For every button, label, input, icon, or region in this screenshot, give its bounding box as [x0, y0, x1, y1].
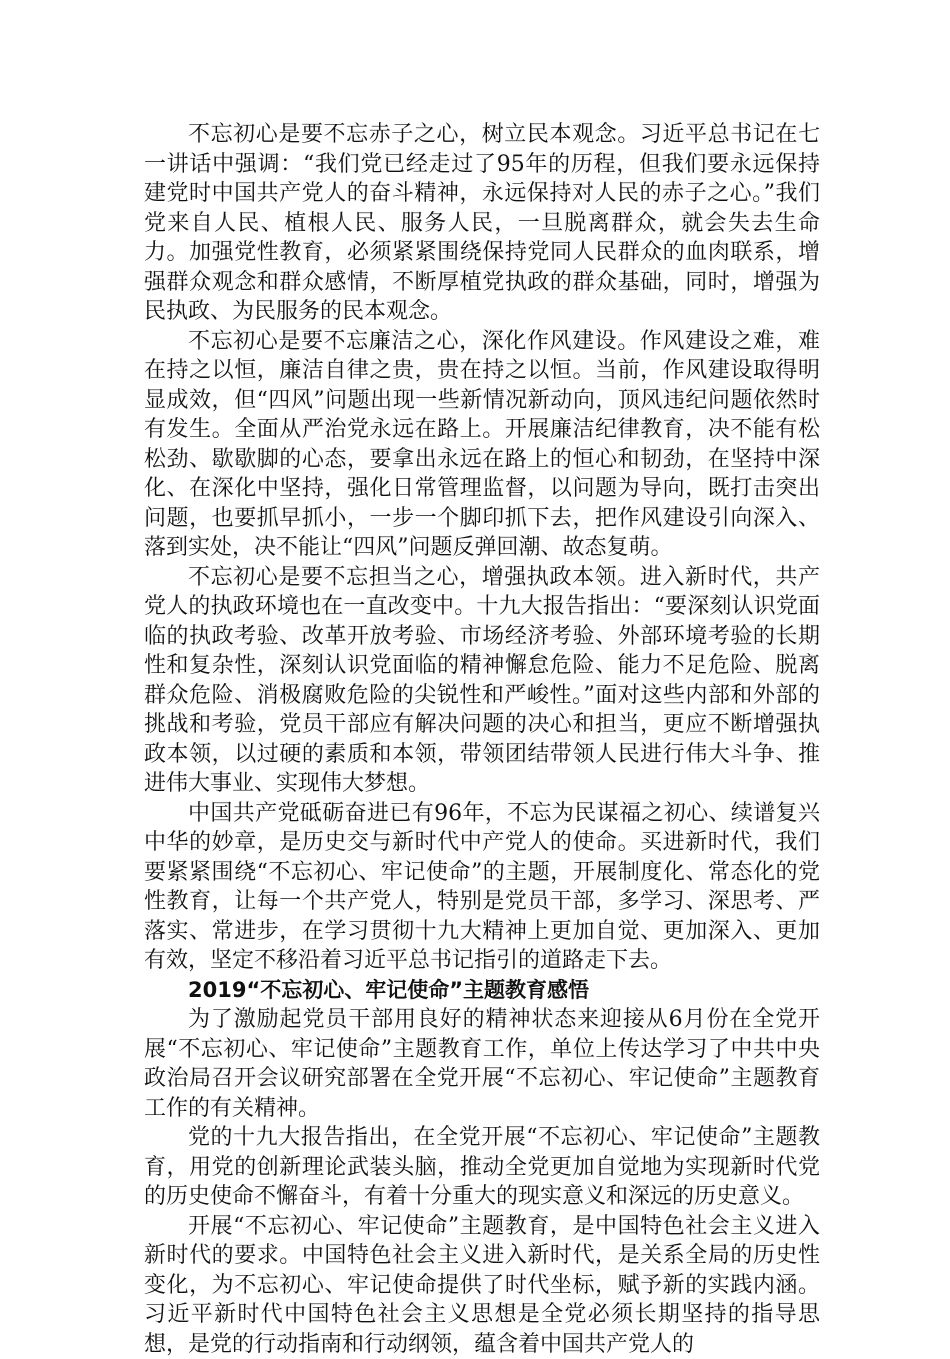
paragraph-mission: 中国共产党砥砺奋进已有96年，不忘为民谋福之初心、续谱复兴中华的妙章，是历史交与新时代中产党人的使命。买进新时代，我们要紧紧围绕“不忘初心、牢记使命”的主题，开展制度化、常态化的党性教育，让每一个共产党人，特别是党员干部，多学习、深思考、严落实、常进步，在学习贯彻十九大精神上更加自觉、更加深入、更加有效，坚定不移沿着习近平总书记指引的道路走下去。 [144, 799, 820, 976]
paragraph-new-era: 开展“不忘初心、牢记使命”主题教育，是中国特色社会主义进入新时代的要求。中国特色社会主义进入新时代，是关系全局的历史性变化，为不忘初心、牢记使命提供了时代坐标，赋予新的实践内涵。习近平新时代中国特色社会主义思想是全党必须长期坚持的指导思想，是党的行动指南和行动纲领，蕴含着中国共产党人的 [144, 1212, 820, 1359]
paragraph-education-start: 为了激励起党员干部用良好的精神状态来迎接从6月份在全党开展“不忘初心、牢记使命”主题教育工作，单位上传达学习了中共中央政治局召开会议研究部署在全党开展“不忘初心、牢记使命”主题教育工作的有关精神。 [144, 1005, 820, 1123]
document-page [144, 120, 820, 1359]
section-heading: 2019“不忘初心、牢记使命”主题教育感悟 [144, 976, 820, 1006]
paragraph-responsibility: 不忘初心是要不忘担当之心，增强执政本领。进入新时代，共产党人的执政环境也在一直改变中。十九大报告指出：“要深刻认识党面临的执政考验、改革开放考验、市场经济考验、外部环境考验的长期性和复杂性，深刻认识党面临的精神懈怠危险、能力不足危险、脱离群众危险、消极腐败危险的尖锐性和严峻性。”面对这些内部和外部的挑战和考验，党员干部应有解决问题的决心和担当，更应不断增强执政本领，以过硬的素质和本领，带领团结带领人民进行伟大斗争、推进伟大事业、实现伟大梦想。 [144, 563, 820, 799]
paragraph-integrity: 不忘初心是要不忘廉洁之心，深化作风建设。作风建设之难，难在持之以恒，廉洁自律之贵，贵在持之以恒。当前，作风建设取得明显成效，但“四风”问题出现一些新情况新动向，顶风违纪问题依然时有发生。全面从严治党永远在路上。开展廉洁纪律教育，决不能有松松劲、歇歇脚的心态，要拿出永远在路上的恒心和韧劲，在坚持中深化、在深化中坚持，强化日常管理监督，以问题为导向，既打击突出问题，也要抓早抓小，一步一个脚印抓下去，把作风建设引向深入、落到实处，决不能让“四风”问题反弹回潮、故态复萌。 [144, 327, 820, 563]
paragraph-report: 党的十九大报告指出，在全党开展“不忘初心、牢记使命”主题教育，用党的创新理论武装头脑，推动全党更加自觉地为实现新时代党的历史使命不懈奋斗，有着十分重大的现实意义和深远的历史意义。 [144, 1123, 820, 1212]
paragraph-people-oriented: 不忘初心是要不忘赤子之心，树立民本观念。习近平总书记在七一讲话中强调：“我们党已经走过了95年的历程，但我们要永远保持建党时中国共产党人的奋斗精神，永远保持对人民的赤子之心。”我们党来自人民、植根人民、服务人民，一旦脱离群众，就会失去生命力。加强党性教育，必须紧紧围绕保持党同人民群众的血肉联系，增强群众观念和群众感情，不断厚植党执政的群众基础，同时，增强为民执政、为民服务的民本观念。 [144, 120, 820, 327]
